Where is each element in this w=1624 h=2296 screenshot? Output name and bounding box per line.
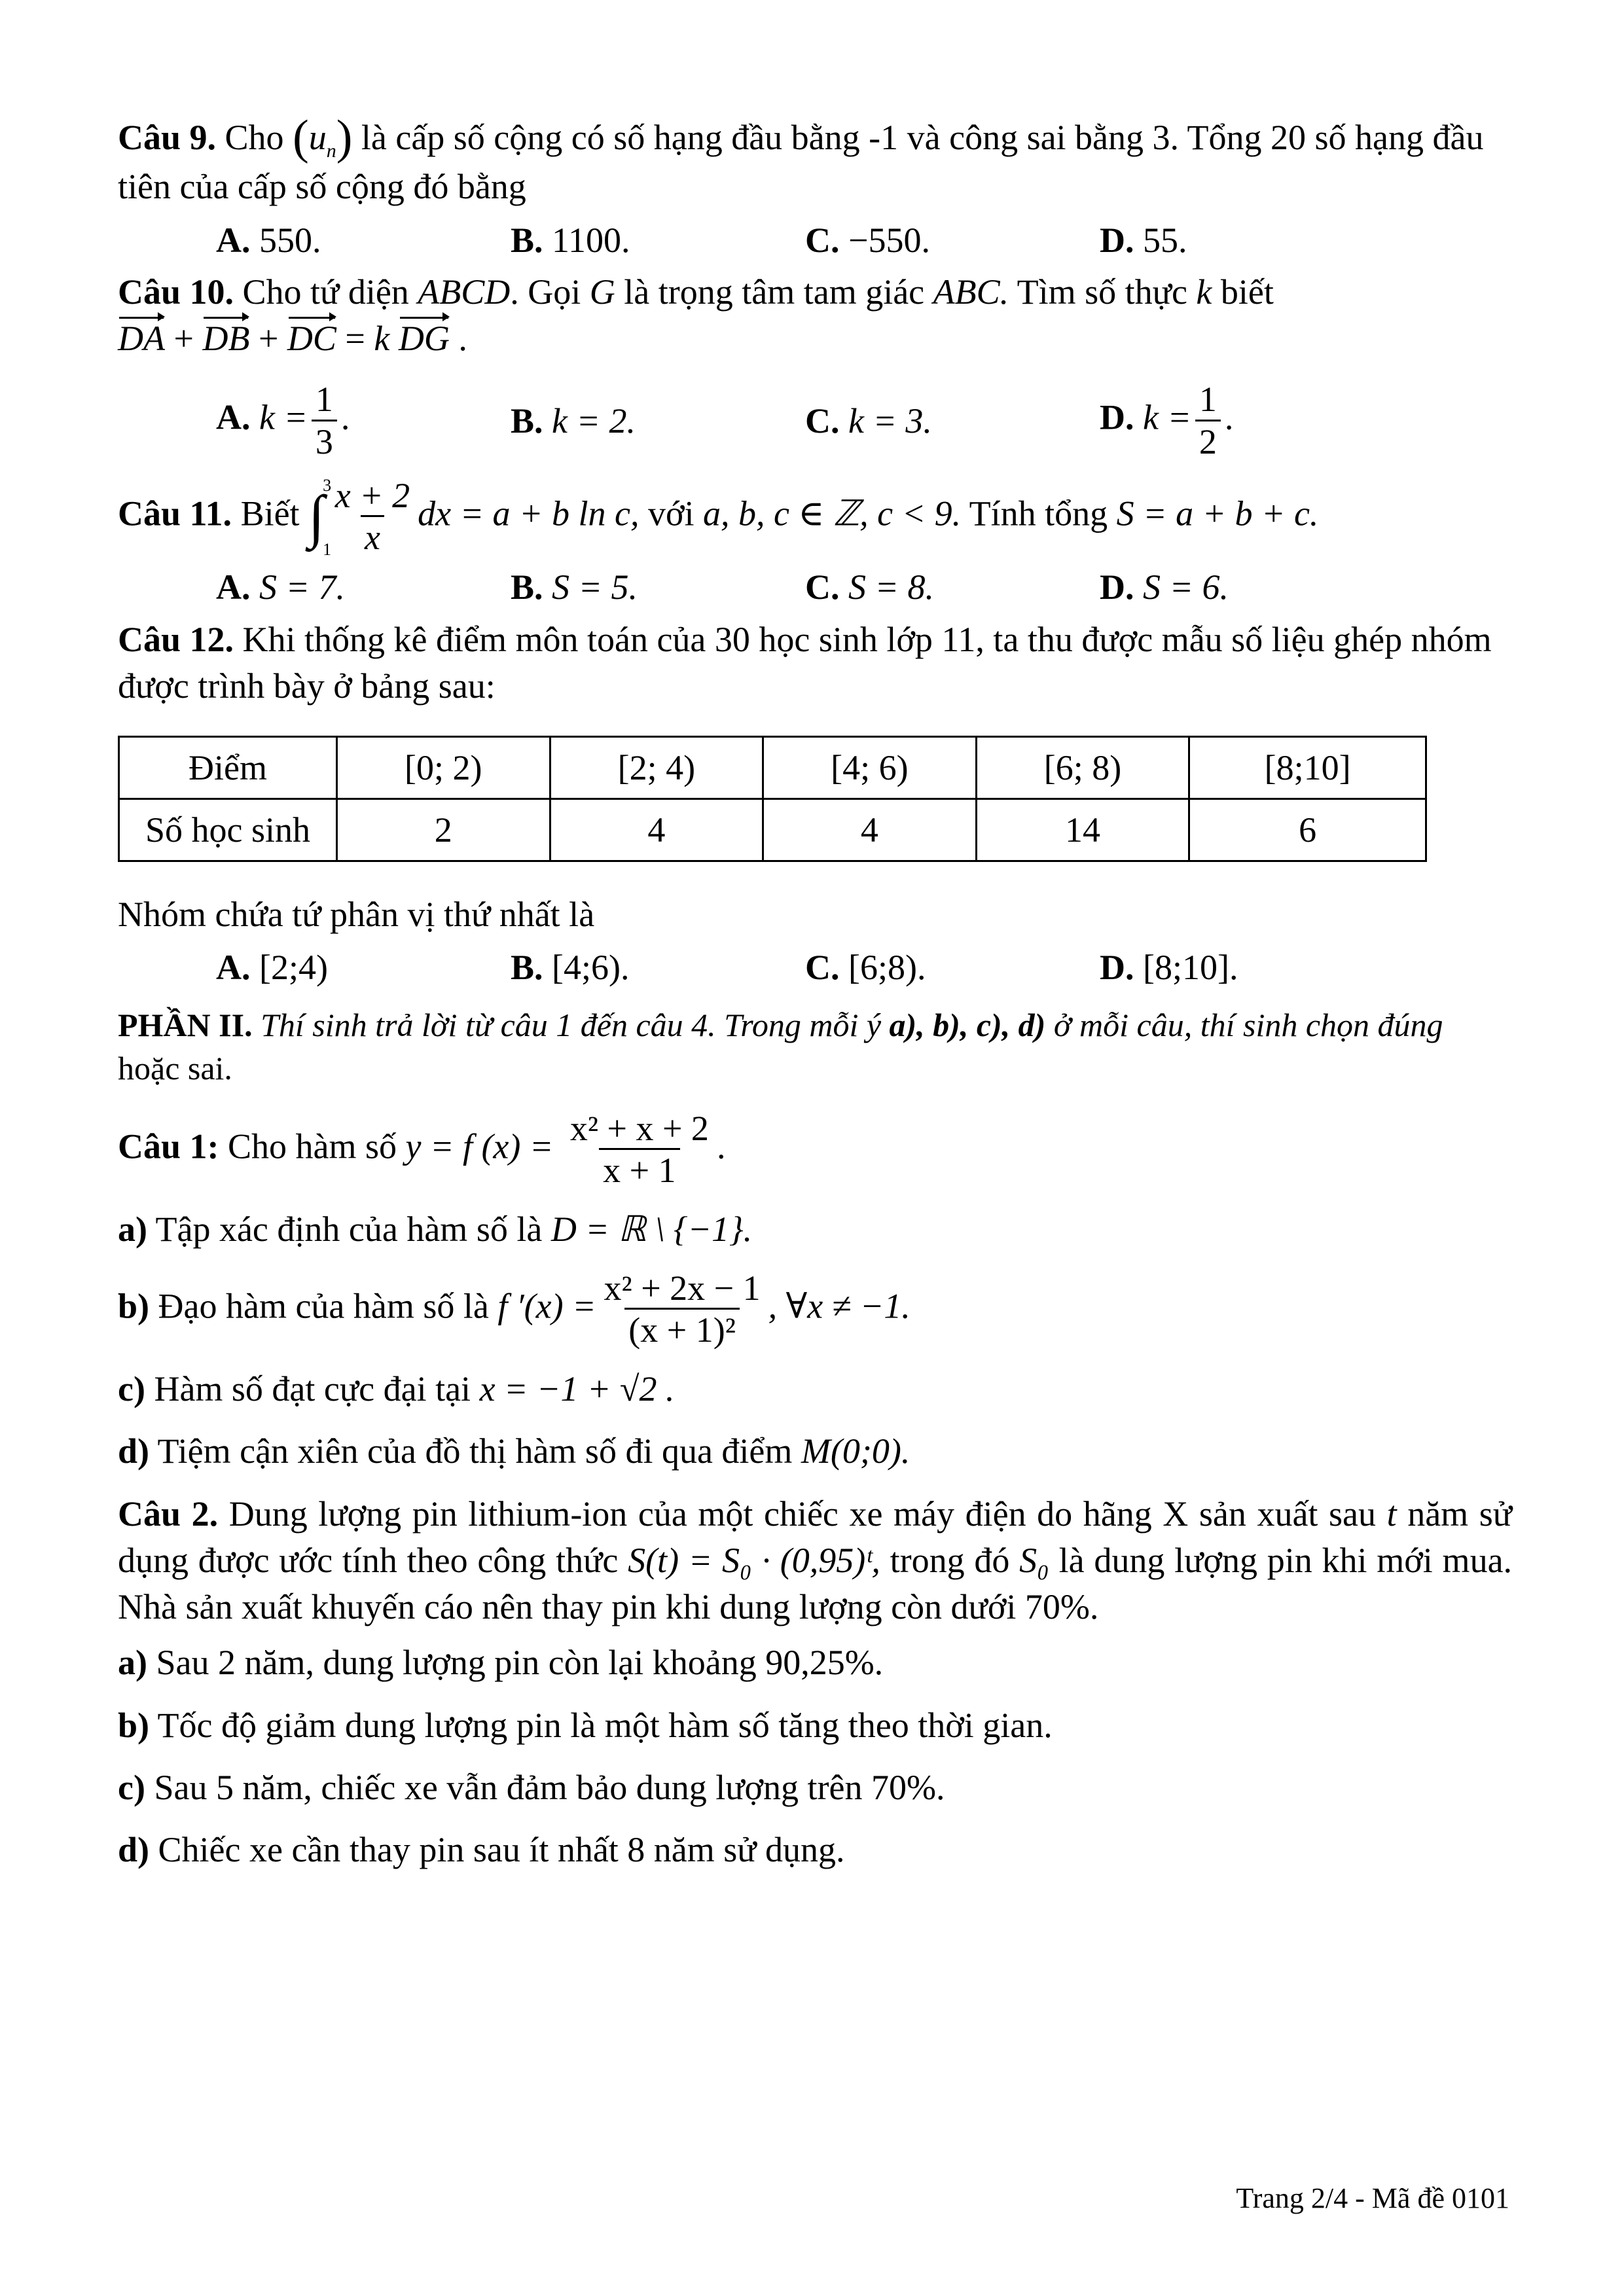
option-label: D. — [1100, 567, 1134, 607]
part-2-text: đúng — [1377, 1006, 1443, 1043]
option-label: C. — [805, 948, 840, 988]
option-d[interactable] — [1100, 944, 1238, 991]
integral-rhs: dx = a + b ln c, — [418, 493, 640, 533]
option-value: S = 5. — [552, 567, 638, 607]
item-label: c) — [118, 1767, 145, 1807]
lower-limit: 1 — [323, 540, 332, 560]
option-a[interactable] — [216, 217, 511, 264]
variable-k: k — [1196, 272, 1212, 312]
question-11-text: Biết — [240, 493, 300, 533]
page-content — [118, 111, 1513, 1889]
part2-q2-item-d — [118, 1827, 1512, 1873]
option-value: [4;6). — [552, 948, 630, 988]
denominator: x — [361, 515, 384, 558]
item-label: a) — [118, 1643, 147, 1683]
question-10-options — [216, 380, 1512, 461]
centroid-name: G — [589, 272, 615, 312]
vector-dg: DG — [399, 315, 450, 362]
option-lhs: k = — [1143, 398, 1191, 438]
derivative-fraction — [600, 1269, 765, 1350]
option-label: B. — [511, 401, 543, 441]
option-label: C. — [805, 401, 840, 441]
paren-close: ) — [336, 111, 353, 164]
integral-sign: ∫ 3 1 — [308, 476, 332, 560]
initial-capacity: S₀ — [1019, 1540, 1049, 1580]
option-a[interactable] — [216, 564, 511, 611]
option-value: [2;4) — [259, 948, 328, 988]
option-a[interactable] — [216, 944, 511, 991]
part2-question-1-label: Câu 1: — [118, 1126, 219, 1166]
variable-t: t — [1386, 1494, 1397, 1534]
option-value: −550. — [848, 220, 930, 260]
option-label: D. — [1100, 220, 1134, 260]
question-text: là dung lượng pin khi mới mua. Nhà sản xuất khuyến cáo nên thay pin khi dung lượng còn dưới — [118, 1540, 1513, 1627]
sequence-index: n — [326, 139, 336, 162]
part2-question-1: Câu 1: Cho hàm số y = f (x) = $\frac{\text{x² + x + 2}}{x + 1}$ . — [118, 1108, 726, 1191]
function-lhs: y = f (x) = — [405, 1126, 554, 1166]
item-math: D = ℝ \ {−1}. — [550, 1210, 753, 1249]
question-11 — [118, 476, 1512, 558]
capacity-formula: S(t) = S₀ · (0,95)ᵗ, — [628, 1540, 880, 1580]
option-value: 550. — [259, 220, 321, 260]
option-b[interactable] — [511, 398, 805, 444]
question-12-prompt: Nhóm chứa tứ phân vị thứ nhất là — [118, 895, 595, 935]
item-math: x = −1 + √2 . — [479, 1369, 675, 1408]
part2-q2-item-a — [118, 1640, 1512, 1686]
question-12-options — [216, 944, 1512, 991]
option-c[interactable] — [805, 217, 1100, 264]
question-12 — [118, 617, 1512, 710]
option-value: k = 3. — [848, 401, 932, 441]
question-10-text: Cho tứ diện — [242, 272, 409, 312]
table-header-row — [119, 737, 1426, 799]
denominator: 2 — [1195, 420, 1221, 462]
option-value: [8;10]. — [1143, 948, 1238, 988]
fraction — [312, 380, 337, 461]
option-tail: . — [340, 398, 350, 438]
item-text: Tốc độ giảm dung lượng pin là một hàm số tăng theo thời gian. — [157, 1705, 1053, 1745]
item-text: Tập xác định của hàm số là — [155, 1210, 543, 1249]
question-10-label: Câu 10. — [118, 272, 234, 312]
option-lhs: k = — [259, 398, 308, 438]
part-2-label: PHẦN II. — [118, 1006, 253, 1043]
question-12-text: Khi thống kê điểm môn toán của 30 học sinh lớp 11, ta thu được mẫu số liệu ghép nhóm được trình bày ở bảng sau: — [118, 619, 1492, 706]
upper-limit: 3 — [323, 476, 332, 495]
part2-q2-item-c — [118, 1765, 1512, 1811]
item-label: b) — [118, 1286, 150, 1326]
score-table — [118, 736, 1427, 862]
question-9-label: Câu 9. — [118, 118, 217, 157]
question-9-text-b: là cấp số cộng có số hạng đầu bằng -1 và công sai bằng 3. Tổng 20 số hạng đầu tiên của cấp số cộng đó bằng — [118, 118, 1484, 207]
item-math: M(0;0). — [801, 1431, 911, 1471]
question-text: Dung lượng pin lithium-ion của một chiếc xe máy điện do hãng X sản xuất sau — [228, 1494, 1376, 1534]
derivative-tail: , ∀x ≠ −1. — [768, 1286, 911, 1326]
table-cell: Điểm — [119, 737, 337, 799]
table-cell: 6 — [1189, 799, 1426, 861]
page-footer: Trang 2/4 - Mã đề 0101 — [1236, 2182, 1509, 2214]
question-11-label: Câu 11. — [118, 493, 232, 533]
option-label: A. — [216, 567, 251, 607]
option-d[interactable] — [1100, 564, 1229, 611]
sum-formula: S = a + b + c. — [1116, 493, 1319, 533]
option-b[interactable] — [511, 217, 805, 264]
numerator: 1 — [315, 380, 333, 420]
option-c[interactable] — [805, 944, 1100, 991]
option-label: A. — [216, 220, 251, 260]
item-label: b) — [118, 1705, 150, 1745]
item-text: Hàm số đạt cực đại tại — [154, 1369, 471, 1408]
option-a[interactable] — [216, 380, 511, 461]
table-cell: [6; 8) — [976, 737, 1189, 799]
denominator: x + 1 — [599, 1148, 679, 1191]
function-fraction — [566, 1109, 713, 1191]
table-cell: [0; 2) — [337, 737, 550, 799]
option-label: A. — [216, 948, 251, 988]
part2-q2-item-b — [118, 1702, 1512, 1749]
option-c[interactable] — [805, 398, 1100, 444]
item-text: Chiếc xe cần thay pin sau ít nhất 8 năm sử dụng. — [158, 1830, 845, 1870]
numerator: x² + x + 2 — [569, 1108, 709, 1148]
question-9 — [118, 111, 1512, 211]
question-10-text: . Gọi — [510, 272, 581, 312]
option-b[interactable] — [511, 564, 805, 611]
option-d[interactable] — [1100, 217, 1187, 264]
question-11-text: với — [647, 493, 695, 533]
option-tail: . — [1224, 398, 1234, 438]
option-label: C. — [805, 220, 840, 260]
item-text: Tiệm cận xiên của đồ thị hàm số đi qua điểm — [157, 1431, 793, 1471]
option-value: S = 7. — [259, 567, 345, 607]
item-label: d) — [118, 1830, 150, 1870]
question-9-text-a: Cho — [225, 118, 284, 157]
derivative-lhs: f ′(x) = — [497, 1286, 596, 1326]
item-label: a) — [118, 1210, 147, 1249]
question-10-text: là trọng tâm tam giác — [624, 272, 925, 312]
part-2-instructions — [118, 1003, 1512, 1090]
option-value: k = 2. — [552, 401, 636, 441]
question-text: Cho hàm số — [228, 1126, 397, 1166]
table-cell: [8;10] — [1189, 737, 1426, 799]
numerator: x + 2 — [334, 475, 410, 515]
option-b[interactable] — [511, 944, 805, 991]
option-c[interactable] — [805, 564, 1100, 611]
triangle-name: ABC. — [933, 272, 1009, 312]
part2-q1-item-a — [118, 1206, 1512, 1253]
part-2-items: a), b), c), d) — [889, 1006, 1046, 1043]
option-label: B. — [511, 220, 543, 260]
question-10-text: biết — [1220, 272, 1274, 312]
question-10: Câu 10. Cho tứ diện ABCD. Gọi G là trọng tâm tam giác ABC. Tìm số thực k biết DA + DB + DC = k DG . — [118, 269, 1512, 363]
vector-dc: DC — [287, 315, 336, 362]
denominator: 3 — [312, 420, 337, 462]
variable-k: k — [374, 319, 390, 359]
part2-q1-item-c — [118, 1366, 1512, 1412]
part2-q1-item-b — [118, 1269, 1512, 1350]
tetrahedron-name: ABCD — [418, 272, 511, 312]
option-value: S = 6. — [1143, 567, 1229, 607]
item-text: Đạo hàm của hàm số là — [158, 1286, 489, 1326]
sequence-u: u — [308, 118, 327, 157]
item-text: Sau 2 năm, dung lượng pin còn lại khoảng 90,25%. — [156, 1643, 884, 1683]
part-2-text: Thí sinh trả lời từ câu 1 đến câu 4. Trong mỗi ý — [261, 1006, 882, 1043]
question-10-text: Tìm số thực — [1017, 272, 1187, 312]
question-text: năm sử dụng được ước tính theo công thức — [118, 1494, 1513, 1580]
question-11-options — [216, 564, 1512, 611]
table-cell: 2 — [337, 799, 550, 861]
option-value: S = 8. — [848, 567, 934, 607]
condition: a, b, c ∈ ℤ, c < 9. — [703, 493, 962, 533]
question-11-text: Tính tổng — [969, 493, 1108, 533]
question-12-label: Câu 12. — [118, 619, 234, 659]
question-9-options — [216, 217, 1512, 264]
numerator: x² + 2x − 1 — [604, 1268, 761, 1308]
part-2-text: hoặc sai. — [118, 1049, 232, 1086]
denominator: (x + 1)² — [624, 1308, 740, 1350]
threshold-percent: 70%. — [1024, 1587, 1099, 1627]
option-label: D. — [1100, 398, 1134, 438]
option-label: D. — [1100, 948, 1134, 988]
item-text: Sau 5 năm, chiếc xe vẫn đảm bảo dung lượng trên 70%. — [154, 1767, 945, 1807]
vector-db: DB — [202, 315, 249, 362]
item-label: c) — [118, 1369, 145, 1408]
paren-open: ( — [293, 111, 309, 164]
option-value: [6;8). — [848, 948, 926, 988]
table-cell: [2; 4) — [550, 737, 763, 799]
vector-da: DA — [118, 315, 165, 362]
table-cell: 14 — [976, 799, 1189, 861]
option-value: 55. — [1143, 220, 1187, 260]
part-2-text: ở mỗi câu, thí sinh chọn — [1053, 1006, 1370, 1043]
part2-question-2 — [118, 1491, 1512, 1631]
option-label: C. — [805, 567, 840, 607]
integral — [308, 476, 418, 558]
numerator: 1 — [1199, 380, 1217, 420]
option-label: B. — [511, 948, 543, 988]
item-label: d) — [118, 1431, 150, 1471]
part2-q1-item-d — [118, 1428, 1512, 1475]
table-cell: [4; 6) — [763, 737, 977, 799]
integrand-fraction — [331, 476, 414, 558]
fraction — [1195, 380, 1221, 461]
table-row — [119, 799, 1426, 861]
option-label: A. — [216, 398, 251, 438]
table-cell: 4 — [550, 799, 763, 861]
option-label: B. — [511, 567, 543, 607]
table-cell: 4 — [763, 799, 977, 861]
table-cell: Số học sinh — [119, 799, 337, 861]
question-text: trong đó — [890, 1540, 1010, 1580]
option-value: 1100. — [552, 220, 630, 260]
option-d[interactable] — [1100, 380, 1233, 461]
part2-question-2-label: Câu 2. — [118, 1494, 219, 1534]
